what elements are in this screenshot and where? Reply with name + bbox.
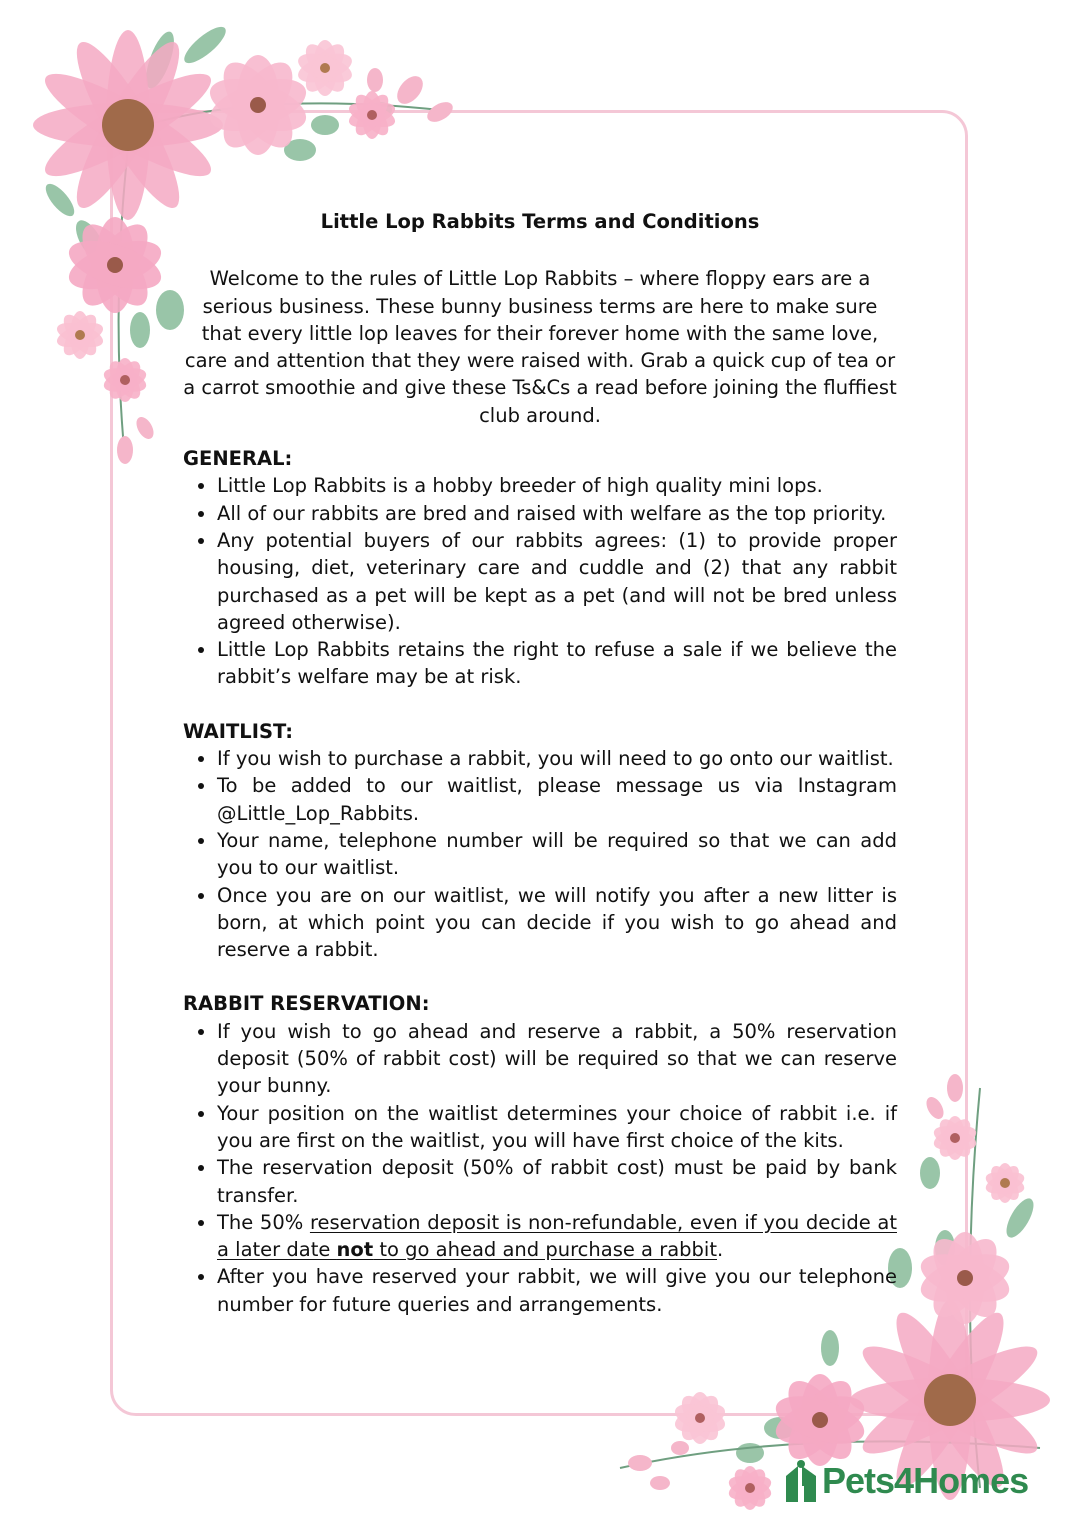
logo-text: Pets4Homes [822,1460,1029,1501]
section-heading: WAITLIST: [183,719,294,743]
deposit-text-a: reservation deposit is non-refundable, even if you decide at a later date [217,1210,897,1262]
bullet-list [183,745,897,963]
deposit-suffix: . [717,1238,724,1262]
list-item-deposit [217,1209,897,1264]
list-item: • The reservation deposit (50% of rabbit cost) must be paid by bank transfer. [217,1154,897,1209]
list-item: • Your position on the waitlist determines your choice of rabbit i.e. if you are first on the waitlist, you will have first choice of the kits. [217,1100,897,1155]
deposit-emphasis: not [336,1238,374,1262]
terms-document [183,208,897,1345]
section-rabbit-reservation [183,990,897,1318]
section-heading: RABBIT RESERVATION: [183,992,430,1016]
list-item: • Little Lop Rabbits retains the right to refuse a sale if we believe the rabbit’s welfare may be at risk. [217,636,897,691]
list-item: • Little Lop Rabbits is a hobby breeder of high quality mini lops. [217,472,897,499]
section-heading: GENERAL: [183,447,293,471]
deposit-text-b: to go ahead and purchase a rabbit [373,1238,717,1262]
list-item: • Your name, telephone number will be required so that we can add you to our waitlist. [217,827,897,882]
page-title: Little Lop Rabbits Terms and Conditions [320,210,760,233]
list-item: • If you wish to purchase a rabbit, you will need to go onto our waitlist. [217,745,897,772]
intro-paragraph: Welcome to the rules of Little Lop Rabbits – where floppy ears are a serious business. These bunny business terms are here to make sure that every little lop leaves for their forever home with the same love, care and attention that they were raised with. Grab a quick cup of tea or a carrot smoothie and give these Ts&Cs a read before joining the fluffiest club around. [183,267,897,427]
list-item: • After you have reserved your rabbit, we will give you our telephone number for future queries and arrangements. [217,1263,897,1318]
pets4homes-logo [782,1456,1028,1506]
list-item: • Any potential buyers of our rabbits agrees: (1) to provide proper housing, diet, veterinary care and cuddle and (2) that any rabbit purchased as a pet will be kept as a pet (and will not be bred unless agreed otherwise). [217,527,897,636]
list-item: • If you wish to go ahead and reserve a rabbit, a 50% reservation deposit (50% of rabbit cost) will be required so that we can reserve your bunny. [217,1018,897,1100]
bullet-list [183,1018,897,1318]
list-item: • Once you are on our waitlist, we will notify you after a new litter is born, at which point you can decide if you wish to go ahead and reserve a rabbit. [217,882,897,964]
section-general [183,445,897,691]
list-item: • To be added to our waitlist, please message us via Instagram @Little_Lop_Rabbits. [217,772,897,827]
deposit-underlined-text [217,1211,897,1261]
bullet-list [183,472,897,690]
house-logo-icon [782,1458,820,1504]
section-waitlist [183,718,897,964]
deposit-prefix: The 50% [217,1210,310,1234]
list-item: • All of our rabbits are bred and raised with welfare as the top priority. [217,500,897,527]
